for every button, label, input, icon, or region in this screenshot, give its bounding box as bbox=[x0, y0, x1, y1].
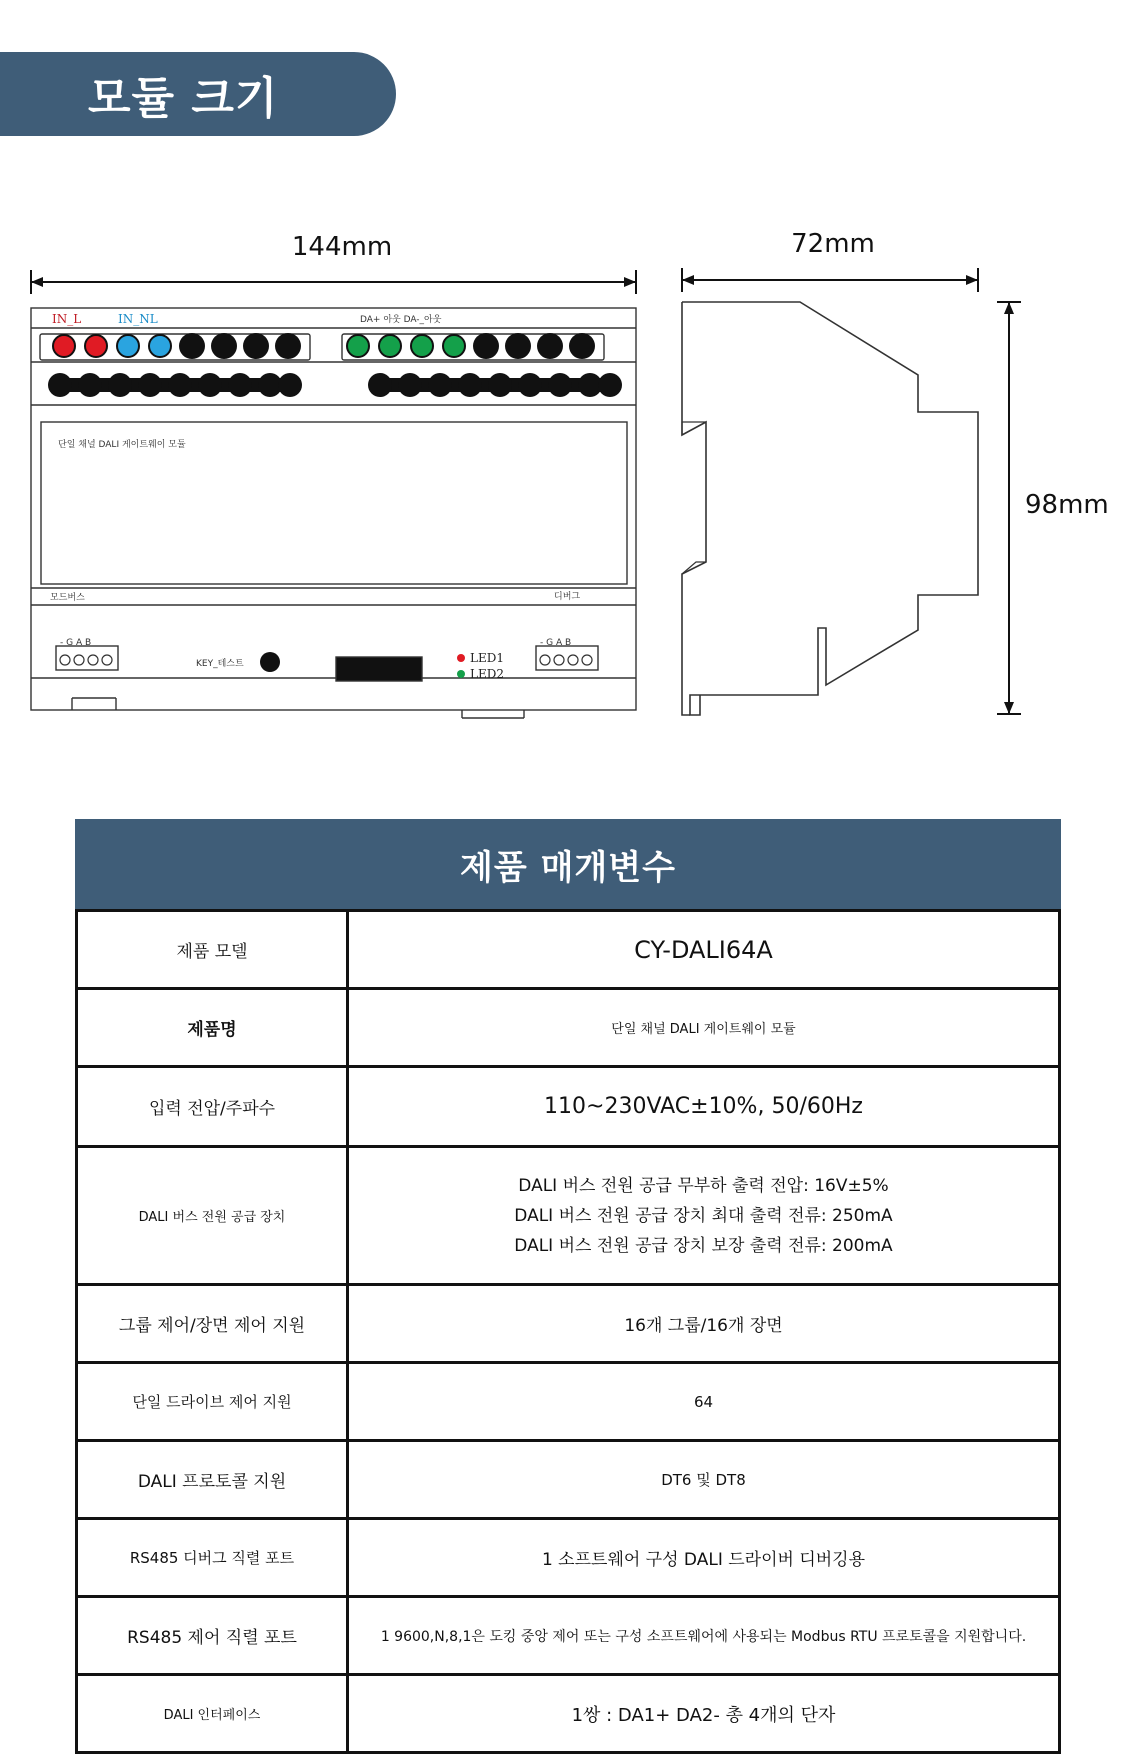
param-value-line: DALI 버스 전원 공급 무부하 출력 전압: 16V±5% bbox=[518, 1175, 889, 1196]
product-parameters bbox=[75, 819, 1061, 1754]
in-nl-label: IN_NL bbox=[118, 312, 158, 326]
param-value bbox=[348, 1147, 1060, 1285]
in-l-label: IN_L bbox=[52, 312, 82, 326]
table-row bbox=[77, 1597, 1060, 1675]
key-test-button bbox=[260, 652, 280, 672]
parameters-table bbox=[75, 909, 1061, 1754]
param-value: 1쌍 : DA1+ DA2- 총 4개의 단자 bbox=[348, 1675, 1060, 1753]
param-value: 1 9600,N,8,1은 도킹 중앙 제어 또는 구성 소프트웨어에 사용되는 Modbus RTU 프로토콜을 지원합니다. bbox=[348, 1597, 1060, 1675]
parameters-title: 제품 매개변수 bbox=[460, 847, 676, 888]
terminal-da-4 bbox=[443, 335, 465, 357]
device-outline bbox=[31, 308, 636, 710]
terminal-in-l-2 bbox=[85, 335, 107, 357]
table-row bbox=[77, 1519, 1060, 1597]
led2-label: LED2 bbox=[470, 667, 504, 681]
param-value: 1 소프트웨어 구성 DALI 드라이버 디버깅용 bbox=[348, 1519, 1060, 1597]
param-value: DT6 및 DT8 bbox=[348, 1441, 1060, 1519]
param-key: 제품 모델 bbox=[77, 911, 348, 989]
table-row bbox=[77, 1675, 1060, 1753]
terminal-in-l-1 bbox=[53, 335, 75, 357]
da-label: DA+ 아웃 DA-_아웃 bbox=[360, 315, 442, 325]
param-key: 입력 전압/주파수 bbox=[77, 1067, 348, 1147]
top-terminals bbox=[53, 333, 595, 359]
debug-label: 디버그 bbox=[554, 592, 581, 602]
terminal-in-nl-2 bbox=[149, 335, 171, 357]
height-label: 98mm bbox=[1025, 490, 1109, 520]
height-dimension bbox=[997, 302, 1109, 714]
param-value: 16개 그룹/16개 장면 bbox=[348, 1285, 1060, 1363]
parameters-header bbox=[75, 819, 1061, 909]
led2-indicator bbox=[457, 670, 465, 678]
device-front-view bbox=[31, 308, 636, 718]
terminal-da-2 bbox=[379, 335, 401, 357]
param-key: RS485 디버그 직렬 포트 bbox=[77, 1519, 348, 1597]
table-row bbox=[77, 1147, 1060, 1285]
panel-text: 단일 채널 DALI 게이트웨이 모듈 bbox=[58, 440, 186, 450]
param-value: CY-DALI64A bbox=[348, 911, 1060, 989]
table-row bbox=[77, 1285, 1060, 1363]
param-key: 단일 드라이브 제어 지원 bbox=[77, 1363, 348, 1441]
param-key: RS485 제어 직렬 포트 bbox=[77, 1597, 348, 1675]
section-title: 모듈 크기 bbox=[88, 73, 279, 124]
param-value: 64 bbox=[348, 1363, 1060, 1441]
modbus-port-pins: - G A B bbox=[60, 638, 92, 648]
device-side-view bbox=[682, 302, 978, 715]
param-key: 그룹 제어/장면 제어 지원 bbox=[77, 1285, 348, 1363]
table-row bbox=[77, 1441, 1060, 1519]
table-row bbox=[77, 911, 1060, 989]
depth-dimension bbox=[682, 229, 978, 292]
second-terminal-row bbox=[48, 373, 622, 397]
terminal-in-nl-1 bbox=[117, 335, 139, 357]
param-key: DALI 버스 전원 공급 장치 bbox=[77, 1147, 348, 1285]
param-key: 제품명 bbox=[77, 989, 348, 1067]
param-value-line: DALI 버스 전원 공급 장치 최대 출력 전류: 250mA bbox=[514, 1205, 893, 1226]
param-key: DALI 인터페이스 bbox=[77, 1675, 348, 1753]
module-dimension-drawing bbox=[0, 210, 1136, 730]
table-row bbox=[77, 989, 1060, 1067]
led1-label: LED1 bbox=[470, 651, 504, 665]
param-value: 단일 채널 DALI 게이트웨이 모듈 bbox=[348, 989, 1060, 1067]
section-banner bbox=[0, 52, 396, 136]
debug-port-pins: - G A B bbox=[540, 638, 572, 648]
key-test-label: KEY_테스트 bbox=[196, 659, 244, 669]
modbus-label: 모드버스 bbox=[50, 593, 85, 603]
param-value-line: DALI 버스 전원 공급 장치 보장 출력 전류: 200mA bbox=[514, 1235, 893, 1256]
terminal-da-3 bbox=[411, 335, 433, 357]
table-row bbox=[77, 1067, 1060, 1147]
terminal-da-1 bbox=[347, 335, 369, 357]
param-value: 110~230VAC±10%, 50/60Hz bbox=[348, 1067, 1060, 1147]
depth-label: 72mm bbox=[791, 229, 875, 259]
width-dimension bbox=[31, 232, 636, 294]
width-label: 144mm bbox=[291, 232, 393, 262]
table-row bbox=[77, 1363, 1060, 1441]
dip-switch bbox=[336, 657, 422, 681]
led1-indicator bbox=[457, 654, 465, 662]
param-key: DALI 프로토콜 지원 bbox=[77, 1441, 348, 1519]
